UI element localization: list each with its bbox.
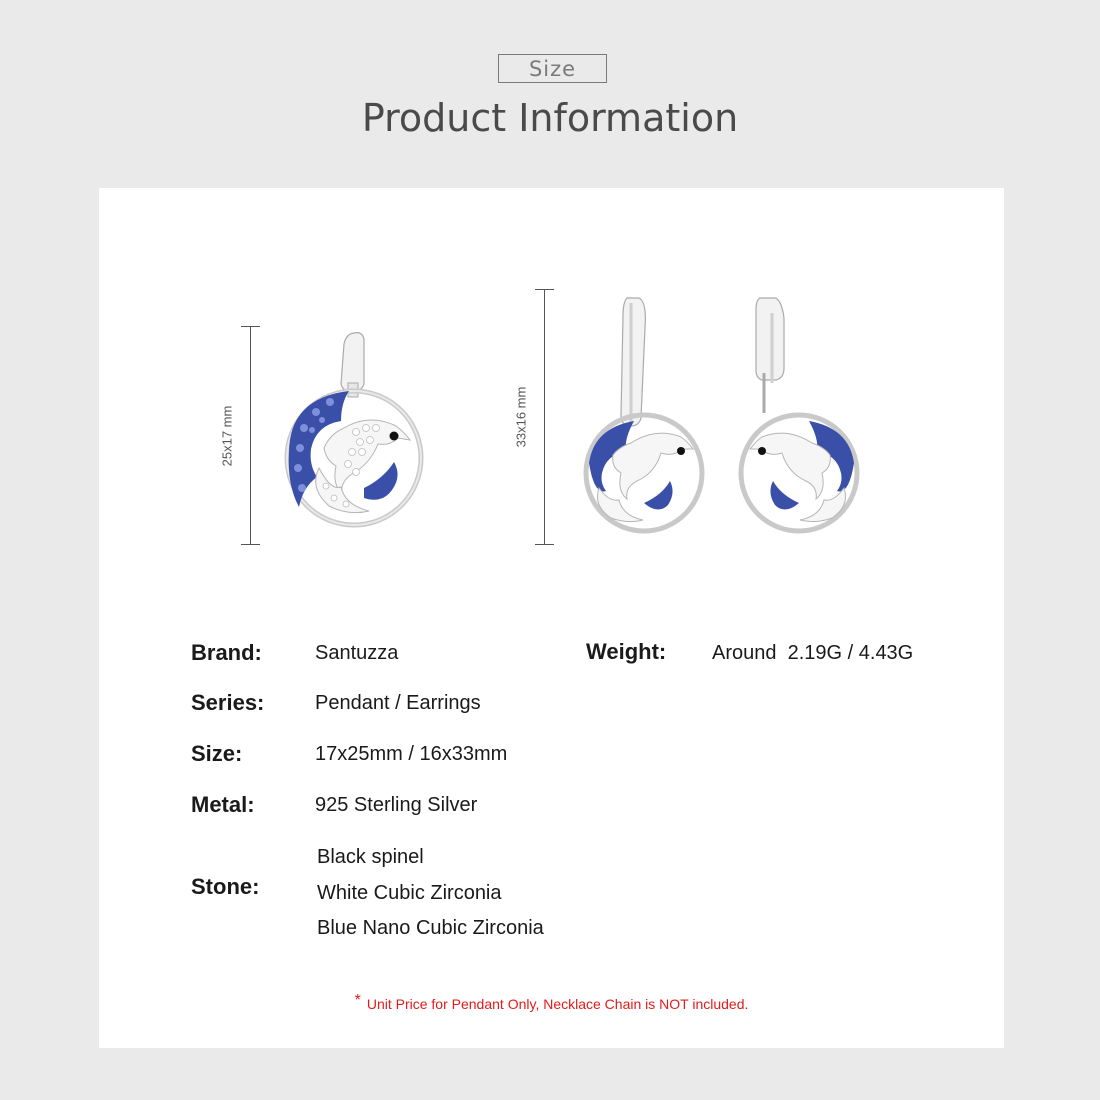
size-label: Size: [191, 741, 243, 766]
footnote-text: Unit Price for Pendant Only, Necklace Chain is NOT included. [366, 996, 749, 1012]
pendant-dimension-label: 25x17 mm [219, 405, 235, 466]
metal-value: 925 Sterling Silver [315, 794, 478, 816]
right-earring-image [724, 293, 874, 543]
stone-list [317, 846, 544, 953]
metal-label: Metal: [191, 792, 255, 817]
pendant-image [264, 328, 454, 548]
stone-item: Black spinel [317, 846, 424, 868]
earrings-dimension [513, 289, 554, 545]
footnote [99, 992, 1004, 1014]
brand-label: Brand: [191, 640, 262, 665]
size-badge: Size [498, 54, 607, 83]
pendant-dimension [219, 326, 260, 545]
weight-value: Around 2.19G / 4.43G [712, 642, 914, 664]
series-value: Pendant / Earrings [315, 692, 481, 714]
stone-label: Stone: [191, 874, 260, 899]
weight-label: Weight: [586, 639, 667, 664]
brand-value: Santuzza [315, 642, 399, 664]
left-earring-image [569, 293, 719, 543]
page-title: Product Information [361, 96, 739, 140]
footnote-asterisk: * [354, 992, 361, 1009]
product-panel [99, 188, 1004, 1048]
size-value: 17x25mm / 16x33mm [315, 743, 508, 765]
stone-item: Blue Nano Cubic Zirconia [317, 917, 544, 939]
stone-item: White Cubic Zirconia [317, 881, 502, 904]
series-label: Series: [191, 690, 265, 715]
earrings-dimension-label: 33x16 mm [513, 386, 529, 448]
